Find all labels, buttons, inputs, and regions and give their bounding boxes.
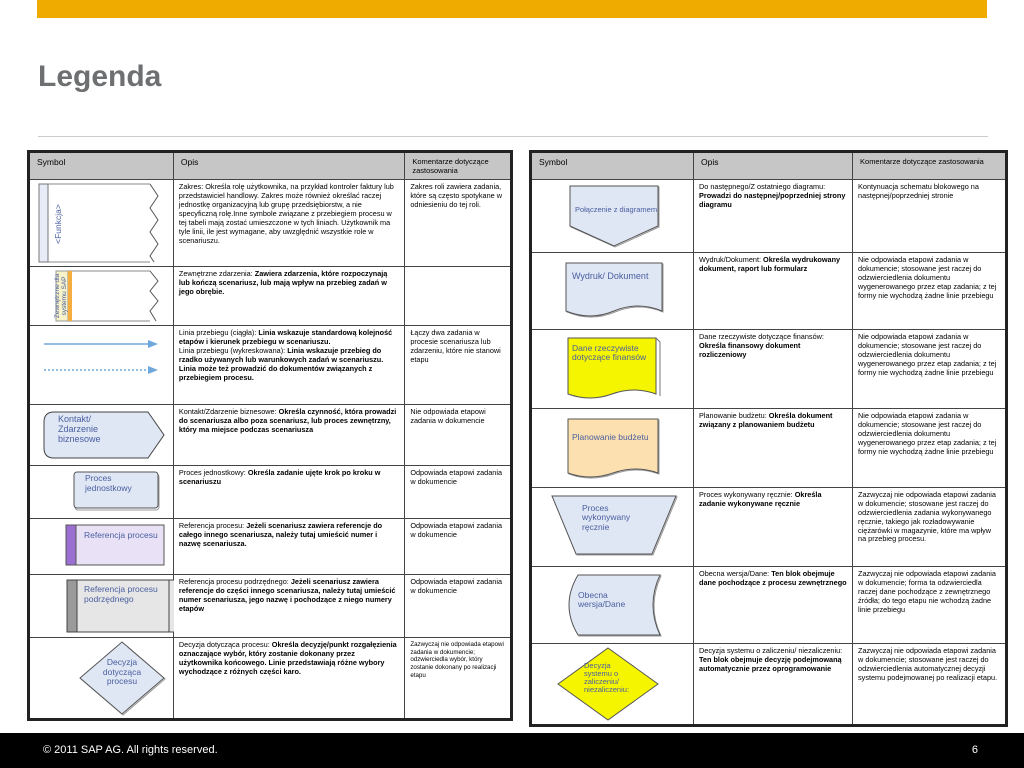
symbol-cell <box>29 405 174 466</box>
table-row <box>29 638 512 720</box>
page-title: Legenda <box>38 60 162 93</box>
comment-cell: Zazwyczaj nie odpowiada etapowi zadania w dokumencie; stosowane jest raczej do odzwierciedlenia zadania wykonywanego ręcznie, takiego jak rozładowywanie ciężarówki w magazynie, które ma wpływ na przebieg procesu. <box>853 488 1007 567</box>
desc-cell <box>694 330 853 409</box>
symbol-cell <box>29 180 174 267</box>
budget-planning-label: Planowanie budżetu <box>572 432 649 442</box>
desc-bold: Ten blok obejmuje dane pochodzące z procesu zewnętrznego <box>699 569 847 587</box>
desc-bold: Zawiera zdarzenia, które rozpoczynają lub kończą scenariusz, lub mają wpływ na przebieg zadań w jego obrębie. <box>178 269 388 297</box>
header-symbol: Symbol <box>531 152 694 180</box>
header-desc: Opis <box>694 152 853 180</box>
desc-bold: Określa decyzję/punkt rozgałęzienia oznaczające wybór, który zostanie dokonany przez użytkownika końcowego. Linie przedstawiają różne wybory wychodzące z różnych części karo. <box>178 640 397 676</box>
comment-cell: Zazwyczaj nie odpowiada etapowi zadania w dokumencie; forma ta odzwierciedla raczej dane pochodzące z zewnętrznego źródła; do tego etapu nie wchodzą żadne linie przebiegu <box>853 567 1007 644</box>
budget-planning-shape <box>532 409 694 487</box>
desc-bold: Ten blok obejmuje decyzję podejmowaną automatycznie przez oprogramowanie <box>699 654 842 673</box>
manual-process-label: Proces wykonywany ręcznie <box>582 503 631 532</box>
table-row <box>29 326 512 405</box>
desc-bold: Linia wskazuje przebieg do rzadko używanych lub warunkowych zadań w scenariuszu. Linia może też prowadzić do dokumentów związanych z przebiegiem procesu. <box>178 346 384 382</box>
desc-text: Kontakt/Zdarzenie biznesowe: <box>178 407 279 417</box>
comment-cell: Łączy dwa zadania w procesie scenariusza lub zdarzeniu, które nie stanowi etapu <box>405 326 512 405</box>
desc-text: Zewnętrzne zdarzenia: <box>178 269 255 279</box>
current-data-label: Obecna wersja/Dane <box>578 590 626 610</box>
desc-text: Obecna wersja/Dane: <box>699 569 772 578</box>
symbol-cell <box>531 488 694 567</box>
header-row <box>29 152 512 180</box>
comment-cell: Odpowiada etapowi zadania w dokumencie <box>405 519 512 575</box>
desc-bold: Określa zadanie wykonywane ręcznie <box>699 490 822 508</box>
table-row <box>29 519 512 575</box>
comment-cell: Nie odpowiada etapowi zadania w dokumencie; stosowane jest raczej do odzwierciedlenia dokumentu wygenerowanego przez etap zadania; z tej formy nie wychodzą żadne linie przebiegu <box>853 253 1007 330</box>
header-desc: Opis <box>173 152 404 180</box>
symbol-cell <box>29 326 174 405</box>
desc-bold: Linia wskazuje standardową kolejność etapów i kierunek przebiegu w scenariuszu. <box>178 328 393 347</box>
desc-text: Proces wykonywany ręcznie: <box>699 490 795 499</box>
comment-cell: Nie odpowiada etapowi zadania w dokumencie <box>405 405 512 466</box>
header-comment: Komentarze dotyczące zastosowania <box>853 152 1007 180</box>
desc-bold: Jeżeli scenariusz zawiera referencje do części innego scenariusza, należy tutaj umieścić numer scenariusza, jego nazwę i pochodzące z niego numery etapów <box>178 577 396 613</box>
header-symbol: Symbol <box>29 152 174 180</box>
external-events-shape <box>30 267 174 325</box>
desc-text: Planowanie budżetu: <box>699 411 769 420</box>
table-row <box>531 330 1007 409</box>
desc-cell <box>694 253 853 330</box>
process-decision-label: Decyzja dotycząca procesu <box>102 657 142 686</box>
symbol-cell <box>531 253 694 330</box>
table-row <box>29 405 512 466</box>
legend-table-right <box>529 150 1008 727</box>
desc-cell <box>173 180 404 267</box>
symbol-cell <box>531 409 694 488</box>
desc-cell <box>694 180 853 253</box>
desc-cell <box>173 326 404 405</box>
desc-text: Linia przebiegu (ciągła): <box>178 328 259 338</box>
desc-bold: Jeżeli scenariusz zawiera referencje do całego innego scenariusza, należy tutaj umieścić numer i nazwę scenariusza. <box>178 521 383 549</box>
symbol-cell <box>29 267 174 326</box>
unit-process-label: Proces jednostkowy <box>85 473 132 494</box>
desc-bold: Prowadzi do następnej/poprzedniej strony diagramu <box>699 190 846 209</box>
desc-cell <box>173 519 404 575</box>
document-shape <box>532 253 694 329</box>
process-reference-shape <box>30 519 174 574</box>
comment-cell: Zazwyczaj nie odpowiada etapowi zadania w dokumencie; stosowane jest raczej do odzwierciedlenia automatycznej decyzji systemu podejmowanej po realizacji etapu. <box>853 644 1007 726</box>
desc-text: Zakres: Określa rolę użytkownika, na przykład kontroler faktury lub przedstawiciel handlowy. Zakres może również określać raczej jednostkę organizacyjną lub grupę przedsiębiorstw, a nie specyficzną rolę.Inne symbole związane z przebiegiem procesu w tej tabeli mają zostać umieszczone w tych liniach. Użytkownik ma tyle linii, ile jest wymagane, aby uwzględnić wszystkie role w scenariuszu. <box>178 182 394 245</box>
title-divider <box>38 136 988 137</box>
desc-text: Wydruk/Dokument: <box>699 255 764 264</box>
comment-cell: Odpowiada etapowi zadania w dokumencie <box>405 575 512 638</box>
comment-cell: Zazwyczaj nie odpowiada etapowi zadania w dokumencie; odzwierciedla wybór, który zostanie dokonany po realizacji etapu <box>405 638 512 720</box>
financial-actuals-shape <box>532 330 694 408</box>
comment-cell: Zakres roli zawiera zadania, które są często spotykane w odniesieniu do tej roli. <box>405 180 512 267</box>
accent-bar <box>37 0 987 18</box>
desc-cell <box>173 575 404 638</box>
symbol-cell <box>531 644 694 726</box>
symbol-cell <box>29 519 174 575</box>
legend-table-left <box>27 150 513 721</box>
desc-bold: Określa zadanie ujęte krok po kroku w scenariuszu <box>178 468 381 487</box>
copyright-text: © 2011 SAP AG. All rights reserved. <box>43 744 218 756</box>
subprocess-reference-label: Referencja procesu podrzędnego <box>84 584 158 605</box>
desc-cell <box>173 638 404 720</box>
table-row <box>29 180 512 267</box>
desc-cell <box>173 405 404 466</box>
comment-cell: Nie odpowiada etapowi zadania w dokumencie; stosowane jest raczej do odzwierciedlenia dokumentu wygenerowanego przez etap zadania; z tej formy nie wychodzą żadne linie przebiegu <box>853 330 1007 409</box>
business-event-label: Kontakt/ Zdarzenie biznesowe <box>58 414 101 445</box>
desc-cell <box>694 409 853 488</box>
table-row <box>531 409 1007 488</box>
table-row <box>531 567 1007 644</box>
desc-text: Dane rzeczywiste dotyczące finansów: <box>699 332 824 341</box>
document-label: Wydruk/ Dokument <box>572 271 649 281</box>
role-band-label: <Funkcja> <box>52 204 63 245</box>
diagram-connector-label: Połączenie z diagramem <box>574 205 658 214</box>
system-decision-label: Decyzja systemu o zaliczeniu/ niezaliczeniu: <box>584 661 630 694</box>
table-row <box>531 644 1007 726</box>
desc-text: Decyzja dotycząca procesu: <box>178 640 272 650</box>
symbol-cell <box>29 638 174 720</box>
desc-text: Referencja procesu: <box>178 521 247 531</box>
desc-text: Proces jednostkowy: <box>178 468 248 478</box>
header-row <box>531 152 1007 180</box>
external-events-label: Zewnętrzne dla systemu SAP <box>54 274 68 319</box>
table-row <box>29 267 512 326</box>
desc-text: Linia przebiegu (wykreskowana): <box>178 346 288 356</box>
desc-cell <box>694 644 853 726</box>
desc-bold: Określa wydrukowany dokument, raport lub formularz <box>699 255 841 273</box>
desc-text: Decyzja systemu o zaliczeniu/ niezaliczeniu: <box>699 646 843 655</box>
symbol-cell <box>29 575 174 638</box>
comment-cell: Kontynuacja schematu blokowego na następnej/poprzedniej stronie <box>853 180 1007 253</box>
symbol-cell <box>29 466 174 519</box>
desc-cell <box>694 488 853 567</box>
desc-text: Referencja procesu podrzędnego: <box>178 577 291 587</box>
desc-cell <box>173 267 404 326</box>
table-row <box>29 575 512 638</box>
role-band-shape <box>30 180 174 266</box>
comment-cell: Odpowiada etapowi zadania w dokumencie <box>405 466 512 519</box>
page-number: 6 <box>971 744 978 756</box>
desc-cell <box>173 466 404 519</box>
desc-cell <box>694 567 853 644</box>
footer-bar <box>0 733 1024 768</box>
symbol-cell <box>531 330 694 409</box>
process-reference-label: Referencja procesu <box>84 530 158 541</box>
comment-cell <box>405 267 512 326</box>
desc-text: Do następnego/Z ostatniego diagramu: <box>699 182 826 191</box>
symbol-cell <box>531 567 694 644</box>
desc-bold: Określa dokument związany z planowaniem budżetu <box>699 411 833 429</box>
table-row <box>29 466 512 519</box>
comment-cell: Nie odpowiada etapowi zadania w dokumencie; stosowane jest raczej do odzwierciedlenia dokumentu wygenerowanego przez etap zadania; z tej formy nie wychodzą żadne linie przebiegu <box>853 409 1007 488</box>
table-row <box>531 253 1007 330</box>
table-row <box>531 180 1007 253</box>
desc-bold: Określa finansowy dokument rozliczeniowy <box>699 340 801 359</box>
header-comment: Komentarze dotyczące zastosowania <box>405 152 512 180</box>
flow-lines-shape <box>30 326 174 404</box>
symbol-cell <box>531 180 694 253</box>
desc-bold: Określa czynność, która prowadzi do scenariusza albo poza scenariusz, lub proces zewnętrzny, który ma miejsce podczas scenariusza <box>178 407 397 435</box>
financial-actuals-label: Dane rzeczywiste dotyczące finansów <box>572 343 647 363</box>
table-row <box>531 488 1007 567</box>
diagram-connector-shape <box>532 180 694 252</box>
